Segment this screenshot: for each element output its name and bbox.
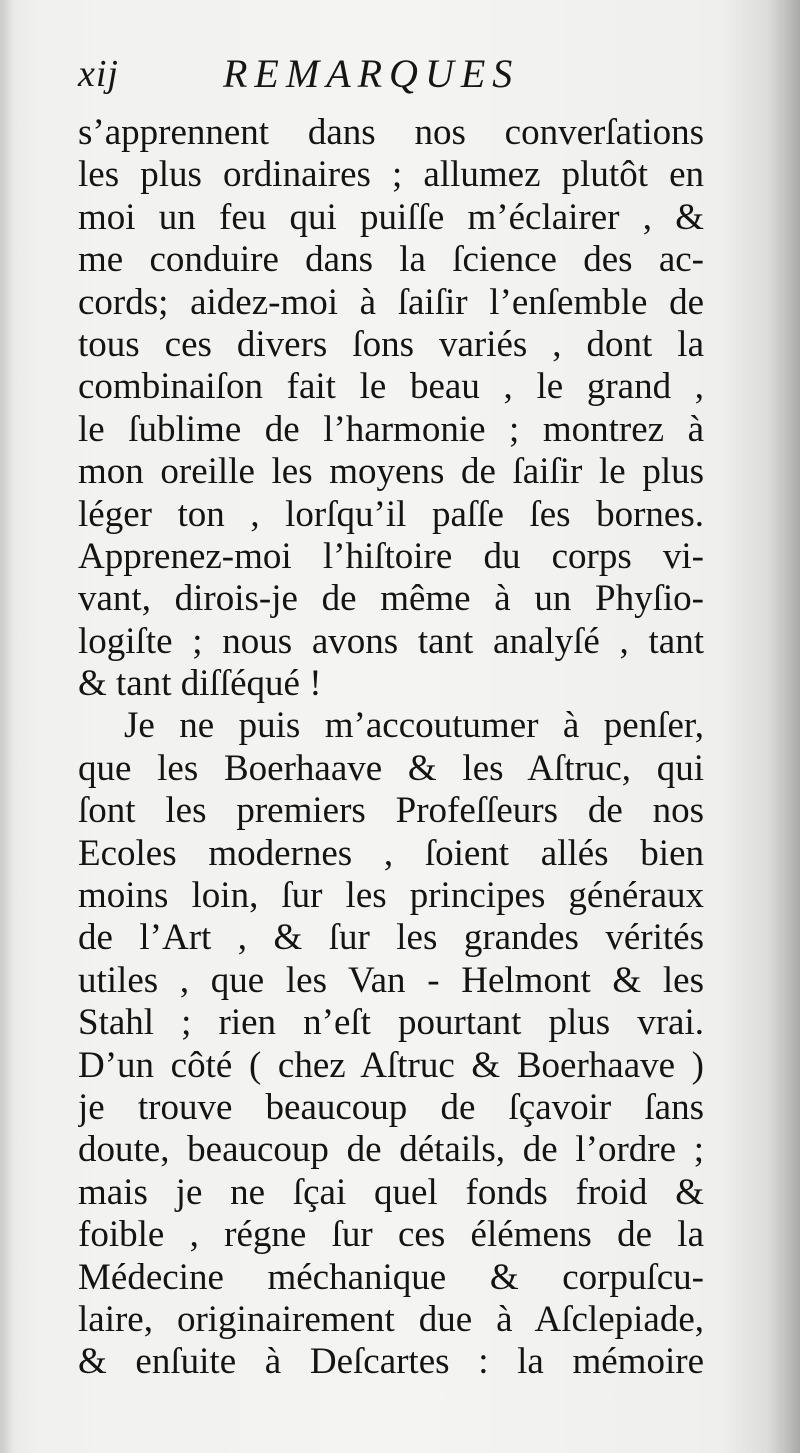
text-line: doute, beaucoup de détails, de l’ordre ; — [78, 1129, 704, 1171]
text-line: vant, dirois-je de même à un Phyſio- — [78, 578, 704, 620]
text-line: utiles , que les Van - Helmont & les — [78, 959, 704, 1001]
running-head — [78, 50, 718, 106]
text-line: de l’Art , & ſur les grandes vérités — [78, 917, 704, 959]
text-line: tous ces divers ſons variés , dont la — [78, 323, 704, 365]
text-line: mon oreille les moyens de ſaiſir le plus — [78, 451, 704, 493]
text-line: s’apprennent dans nos converſations — [78, 112, 704, 153]
text-line: Ecoles modernes , ſoient allés bien — [78, 832, 704, 874]
text-line: foible , régne ſur ces élémens de la — [78, 1214, 704, 1256]
text-line: laire, originairement due à Aſclepiade, — [78, 1298, 704, 1340]
text-line: me conduire dans la ſcience des ac- — [78, 239, 704, 281]
text-line: que les Boerhaave & les Aſtruc, qui — [78, 747, 704, 789]
text-line: Médecine méchanique & corpuſcu- — [78, 1256, 704, 1298]
text-line: mais je ne ſçai quel fonds froid & — [78, 1171, 704, 1213]
running-title: REMARQUES — [223, 51, 520, 96]
text-line: & tant diſſéqué ! — [78, 663, 322, 705]
text-line: logiſte ; nous avons tant analyſé , tant — [78, 620, 704, 662]
text-line: D’un côté ( chez Aſtruc & Boerhaave ) — [78, 1044, 704, 1086]
text-line: Apprenez-moi l’hiſtoire du corps vi- — [78, 535, 704, 577]
paragraph-1 — [78, 112, 704, 705]
text-line: moins loin, ſur les principes généraux — [78, 875, 704, 917]
gutter-shadow — [766, 0, 800, 1453]
text-line: les plus ordinaires ; allumez plutôt en — [78, 154, 704, 196]
text-line: ſont les premiers Profeſſeurs de nos — [78, 790, 704, 832]
page-left-edge — [0, 0, 14, 1453]
text-line: moi un feu qui puiſſe m’éclairer , & — [78, 196, 704, 238]
text-line: le ſublime de l’harmonie ; montrez à — [78, 408, 704, 450]
paragraph-2 — [78, 705, 704, 1383]
text-line: Stahl ; rien n’eſt pourtant plus vrai. — [78, 1002, 704, 1044]
page-number: xij — [78, 53, 119, 95]
text-line: léger ton , lorſqu’il paſſe ſes bornes. — [78, 493, 704, 535]
text-line: combinaiſon fait le beau , le grand , — [78, 366, 704, 408]
text-line: cords; aidez-moi à ſaiſir l’enſemble de — [78, 281, 704, 323]
text-line: & enſuite à Deſcartes : la mémoire — [78, 1341, 704, 1383]
text-line: Je ne puis m’accoutumer à penſer, — [124, 705, 704, 747]
text-line: je trouve beaucoup de ſçavoir ſans — [78, 1086, 704, 1128]
body-text — [78, 112, 704, 1384]
